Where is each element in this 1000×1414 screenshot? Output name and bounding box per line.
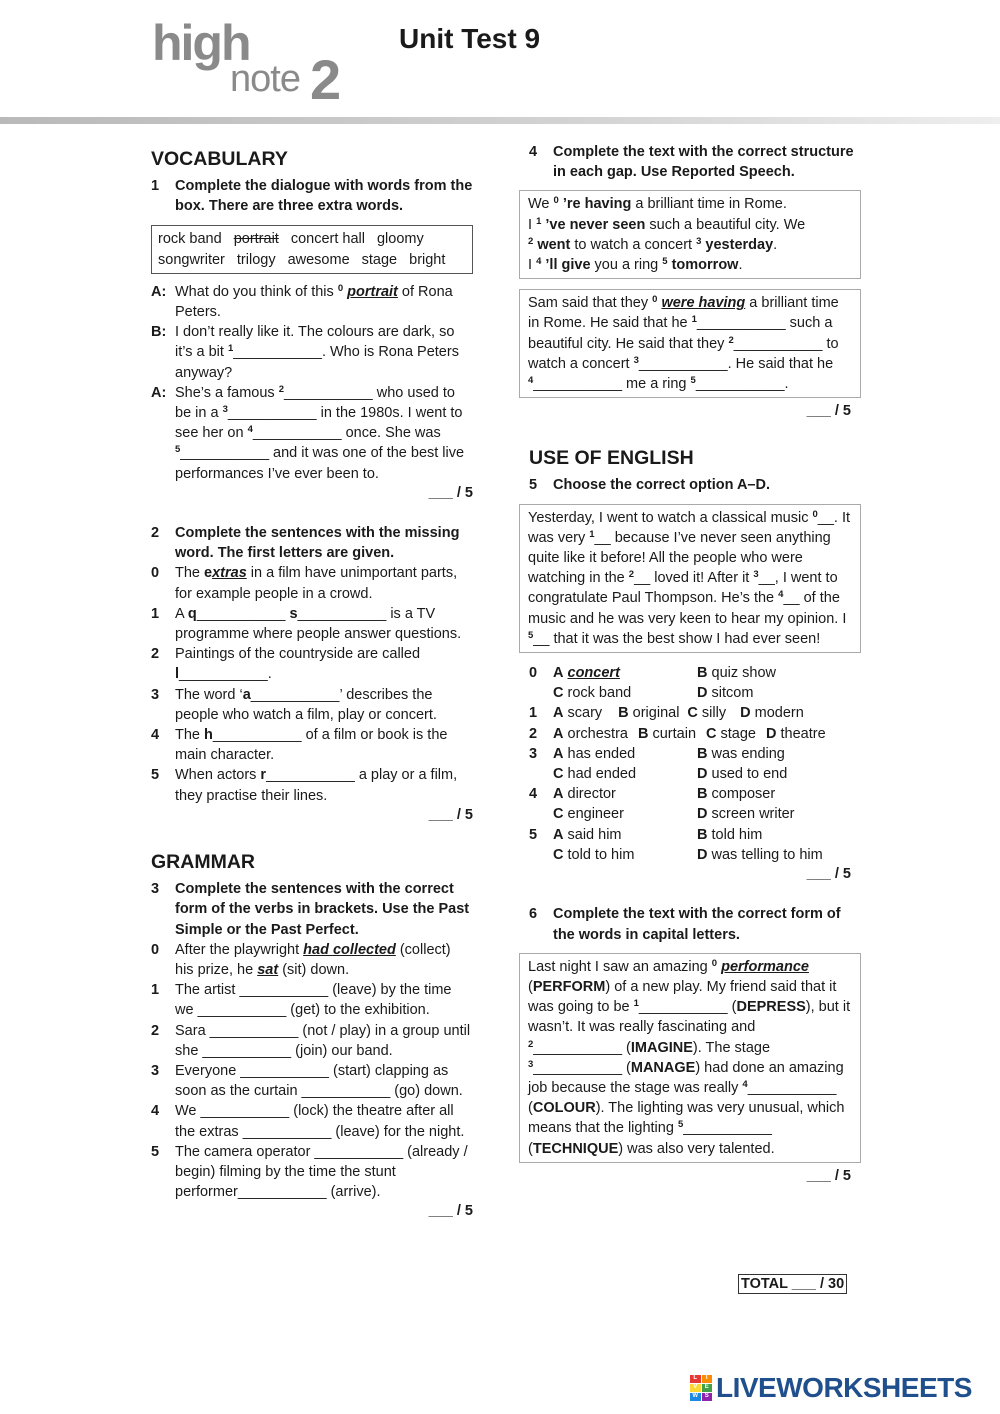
example-answer: sat <box>257 961 279 978</box>
score-box[interactable]: ___ / 5 <box>806 866 851 883</box>
logo-note: note <box>230 58 300 100</box>
total-score[interactable]: TOTAL ___ / 30 <box>738 1274 847 1294</box>
logo-number: 2 <box>310 48 342 111</box>
option-row[interactable]: 5 A said him B told him <box>529 826 763 843</box>
grammar-heading: GRAMMAR <box>151 851 255 874</box>
grammar-item[interactable]: 5 The camera operator ___________ (already / begin) filming by the time the stunt performer___________ (arrive). <box>151 1143 468 1201</box>
grammar-item[interactable]: 4 We ___________ (lock) the theatre after all the extras ___________ (leave) for the night. <box>151 1103 465 1140</box>
word-box-item: trilogy <box>236 251 276 268</box>
sentence-item[interactable]: 3 The word ‘a___________’ describes the people who watch a film, play or concert. <box>151 686 437 723</box>
direct-speech-box: We $^0$ ’re having a brilliant time in Rome. I $^1$ ’ve never seen such a beautiful city. We $^2$ went to watch a concert $^3$ yesterday. I $^4$ ’ll give you a ring $^5$ tomorrow. <box>519 190 861 279</box>
option-row[interactable]: 1 A scary B original C silly D modern <box>529 705 804 722</box>
task-2-instruction: 2 Complete the sentences with the missing word. The first letters are given. <box>151 525 460 562</box>
word-box-item: rock band <box>158 231 222 248</box>
word-box-item: stage <box>361 251 398 268</box>
option-row[interactable]: C told to him D was telling to him <box>553 846 823 863</box>
cloze-passage-box: Yesterday, I went to watch a classical music $^0$__. It was very $^1$__ because I’ve never seen anything quite like it before! All the people who were watching in the $^2$__ loved it! After it $^3$__, I went to congratulate Paul Thompson. He’s the $^4$__ of the music and he was very keen to hear my opinion. I $^5$__ that it was the best show I had ever seen! <box>519 504 861 653</box>
option-row[interactable]: C engineer D screen writer <box>553 806 795 823</box>
dialogue-line: A: What do you think of this $^0$ portrait of Rona Peters. <box>151 282 453 321</box>
option-row: C rock band D sitcom <box>553 685 754 702</box>
task-6-instruction: 6 Complete the text with the correct form of the words in capital letters. <box>529 906 841 943</box>
page-title: Unit Test 9 <box>399 23 541 54</box>
liveworksheets-cube-icon: L I V E W S <box>690 1375 712 1401</box>
word-box <box>151 225 473 273</box>
sentence-item[interactable]: 1 A q___________ s___________ is a TV programme where people answer questions. <box>151 605 462 643</box>
grammar-item[interactable]: 3 Everyone ___________ (start) clapping as soon as the curtain ___________ (go) down. <box>151 1062 463 1100</box>
answer-gap[interactable]: ___________. Who is Rona Peters anyway? <box>175 344 459 381</box>
sentence-item[interactable]: 2 Paintings of the countryside are called l___________. <box>151 646 421 683</box>
sentence-item[interactable]: 5 When actors r___________ a play or a film, they practise their lines. <box>151 767 458 804</box>
task-5-instruction: 5 Choose the correct option A–D. <box>529 477 770 494</box>
example-answer: concert <box>567 665 620 682</box>
use-of-english-heading: USE OF ENGLISH <box>529 447 694 470</box>
word-box-item-used: portrait <box>233 231 279 248</box>
word-box-item: concert hall <box>290 231 365 248</box>
score-box[interactable]: ___ / 5 <box>806 403 851 420</box>
option-row[interactable]: 4 A director B composer <box>529 786 776 803</box>
left-column <box>151 146 473 1222</box>
option-row[interactable]: C had ended D used to end <box>553 766 788 783</box>
word-box-item: gloomy <box>376 231 424 248</box>
score-box[interactable]: ___ / 5 <box>428 1203 473 1220</box>
word-box-item: bright <box>409 251 446 268</box>
score-box[interactable]: ___ / 5 <box>428 484 473 501</box>
header-divider <box>0 117 1000 124</box>
score-box[interactable]: ___ / 5 <box>428 806 473 823</box>
liveworksheets-logo <box>690 1374 972 1402</box>
dialogue-line: B: I don’t really like it. The colours are dark, so it’s a bit $^1$___________. Who is Rona Peters anyway? <box>151 324 459 381</box>
grammar-item: 0 After the playwright had collected (collect) his prize, he sat (sit) down. <box>151 941 451 978</box>
option-row[interactable]: 3 A has ended B was ending <box>529 745 785 762</box>
option-row: 0 A concert B quiz show <box>529 665 776 682</box>
task-4-instruction: 4 Complete the text with the correct structure in each gap. Use Reported Speech. <box>529 144 854 181</box>
right-column <box>529 142 861 1186</box>
word-box-item: awesome <box>287 251 350 268</box>
word-box-item: songwriter <box>158 251 225 268</box>
dialogue-line: A: She’s a famous $^2$___________ who used to be in a $^3$___________ in the 1980s. I went to see her on $^4$___________ once. She was $^5$___________ and it was one of the best live performances I’ve ever been to. <box>151 383 465 482</box>
sentence-item[interactable]: 4 The h___________ of a film or book is the main character. <box>151 727 448 764</box>
grammar-item[interactable]: 2 Sara ___________ (not / play) in a group until she ___________ (join) our band. <box>151 1022 471 1059</box>
sentence-item: 0 The extras in a film have unimportant parts, for example people in a crowd. <box>151 565 458 602</box>
example-answer: had collected <box>303 941 396 958</box>
example-answer: performance <box>721 958 809 975</box>
vocabulary-heading: VOCABULARY <box>151 148 288 170</box>
score-box[interactable]: ___ / 5 <box>806 1167 851 1184</box>
logo-high: high <box>152 15 250 71</box>
option-row[interactable]: 2 A orchestra B curtain C stage D theatre <box>529 725 826 742</box>
reported-speech-box[interactable]: Sam said that they $^0$ were having a brilliant time in Rome. He said that he $^1$___________ such a beautiful city. He said that they $^2$___________ to watch a concert $^3$___________. He said that he $^4$___________ me a ring $^5$___________. <box>519 289 861 398</box>
options-list <box>529 663 861 865</box>
example-answer: xtras <box>212 565 247 582</box>
task-1-instruction: 1 Complete the dialogue with words from the box. There are three extra words. <box>151 178 473 215</box>
task-3-instruction: 3 Complete the sentences with the correct form of the verbs in brackets. Use the Past Simple or the Past Perfect. <box>151 881 470 938</box>
example-answer: portrait <box>347 283 398 300</box>
grammar-item[interactable]: 1 The artist ___________ (leave) by the time we ___________ (get) to the exhibition. <box>151 982 452 1019</box>
high-note-logo <box>150 15 360 111</box>
word-formation-box[interactable]: Last night I saw an amazing $^0$ performance (PERFORM) of a new play. My friend said that it was going to be $^1$___________ (DEPRESS), but it wasn’t. It was really fascinating and $^2$___________ (IMAGINE). The stage $^3$___________ (MANAGE) had done an amazing job because the stage was really $^4$___________ (COLOUR). The lighting was very unusual, which means that the lighting $^5$___________ (TECHNIQUE) was also very talented. <box>519 953 861 1163</box>
liveworksheets-wordmark: LIVEWORKSHEETS <box>716 1372 972 1403</box>
example-answer: were having <box>661 295 746 312</box>
